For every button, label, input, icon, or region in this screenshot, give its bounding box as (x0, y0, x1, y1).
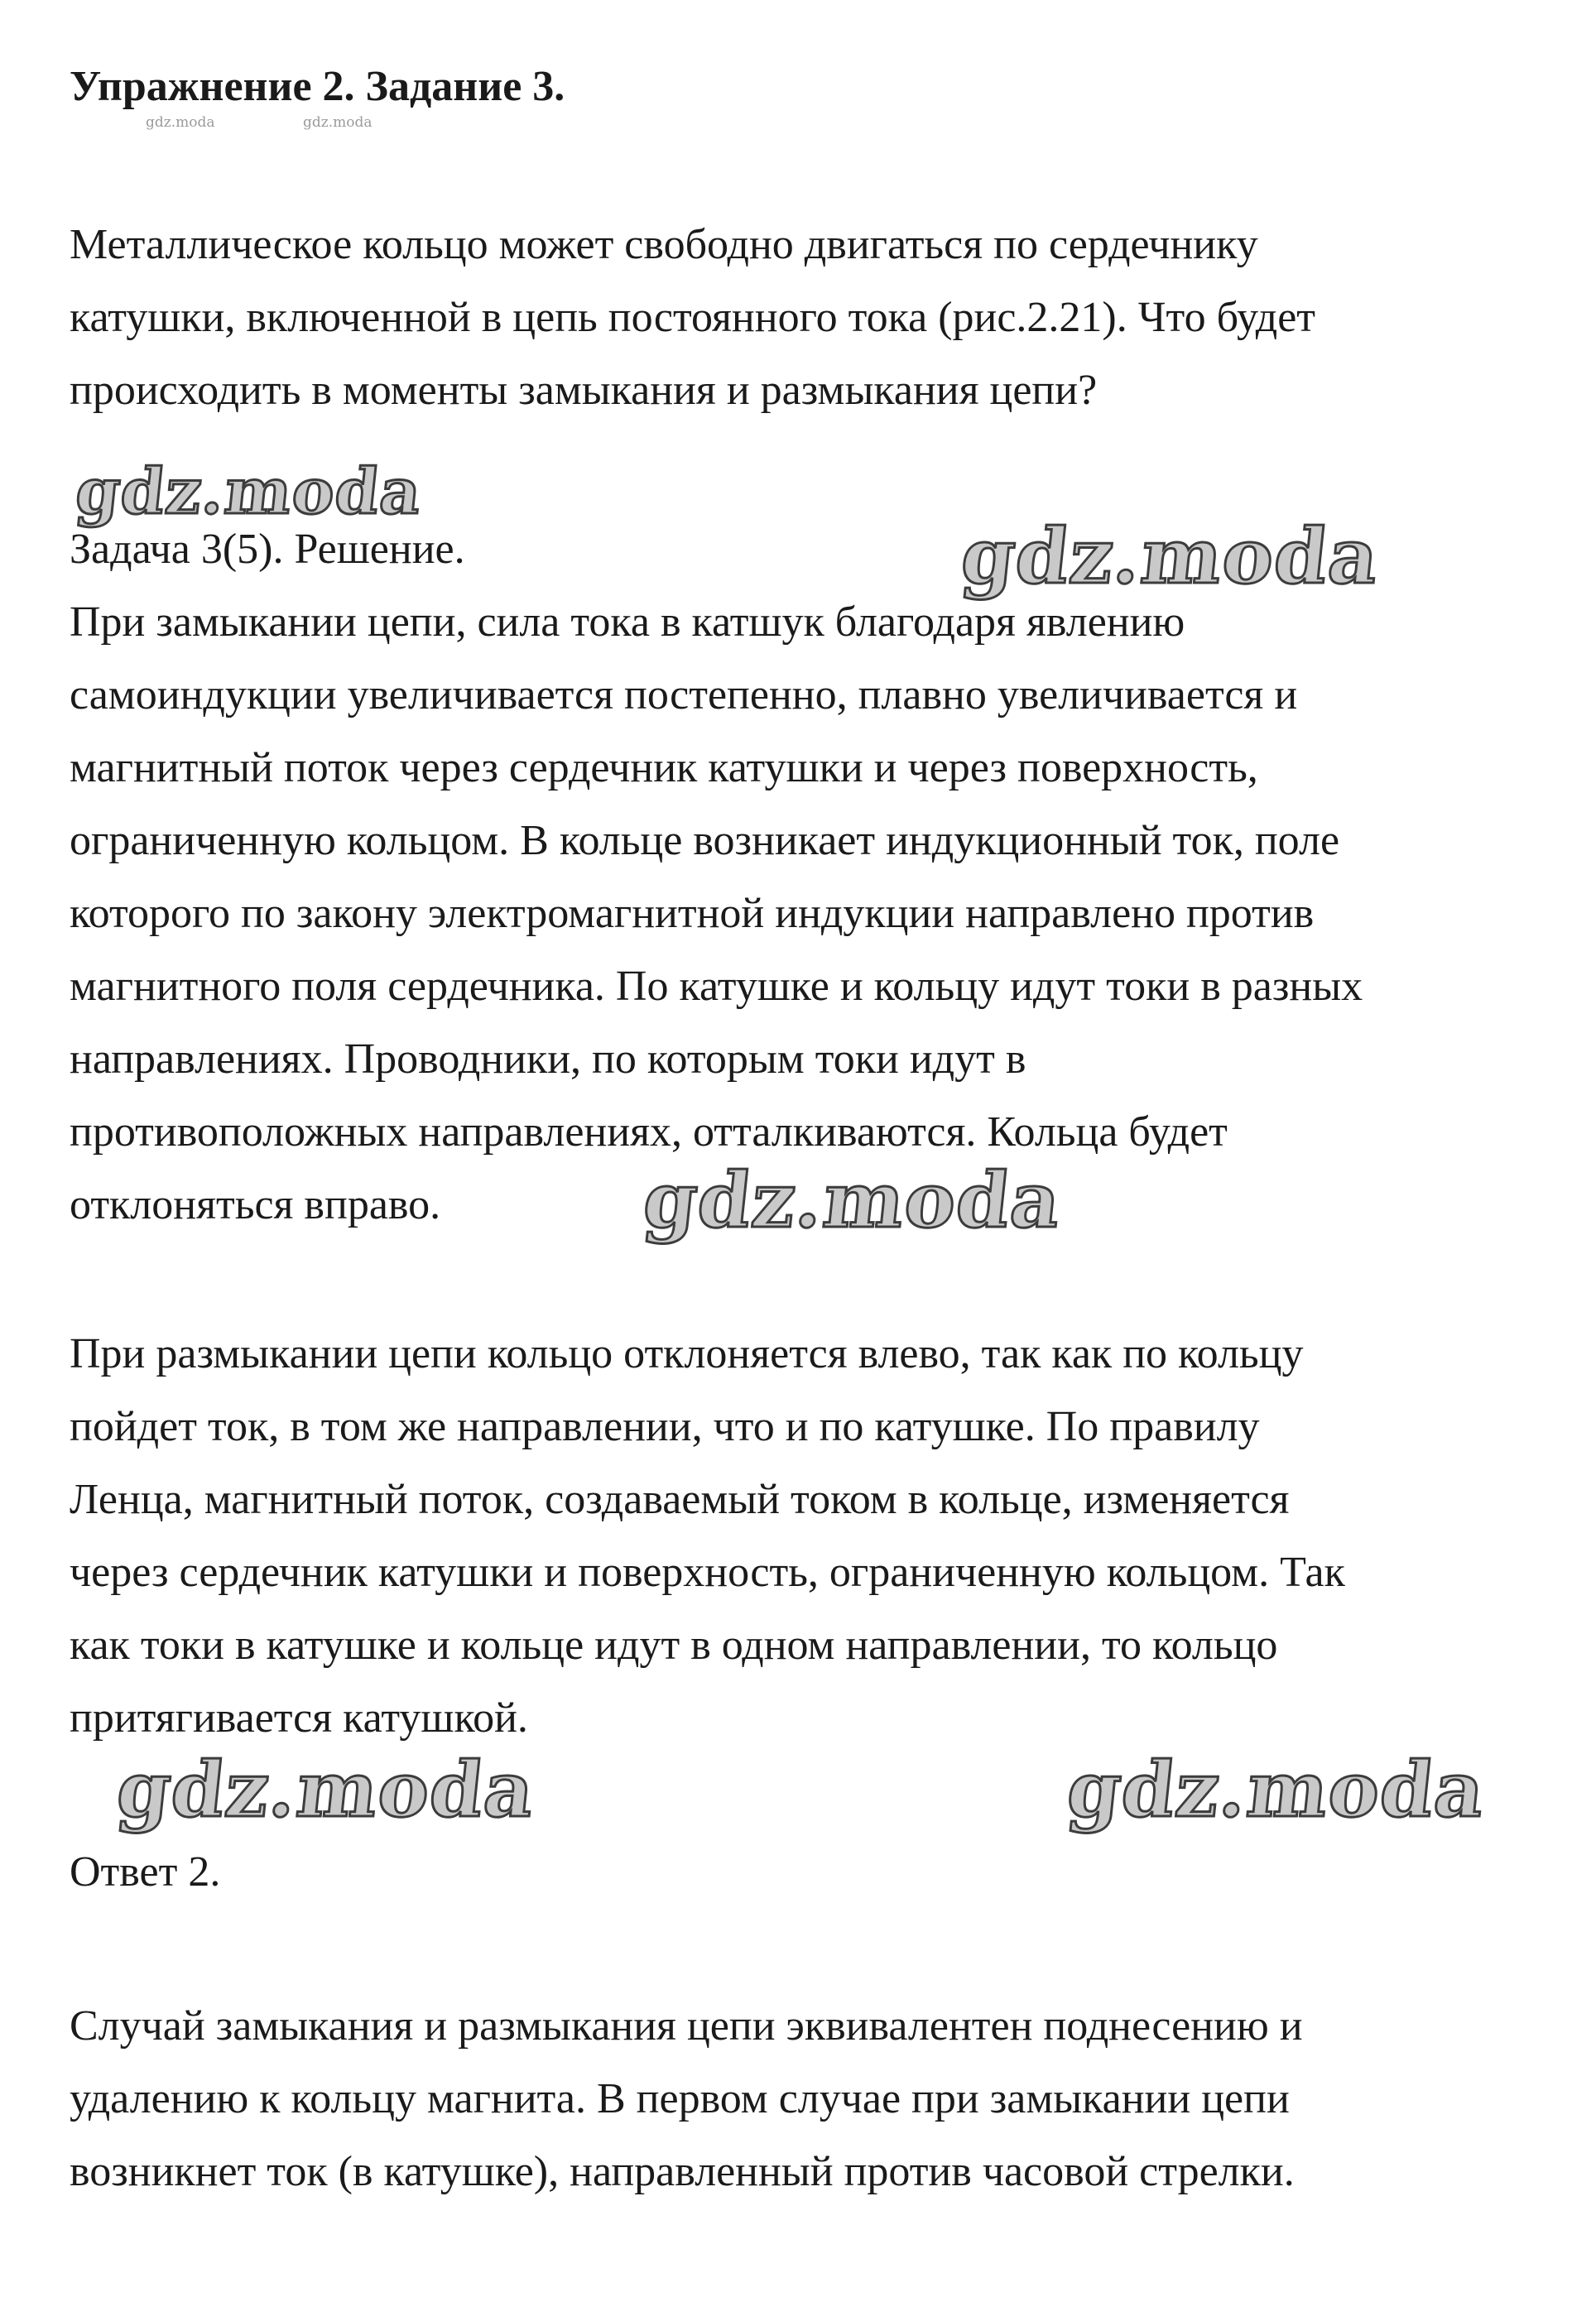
answer-line: возникнет ток (в катушке), направленный против часовой стрелки. (70, 2148, 1295, 2195)
solution-line: магнитного поля сердечника. По катушке и кольцу идут токи в разных (70, 963, 1363, 1010)
watermark: gdz.moda (72, 454, 426, 528)
watermark: gdz.moda (1063, 1745, 1490, 1834)
watermark: gdz.moda (113, 1745, 540, 1834)
question-text (70, 209, 1560, 427)
solution-line: Ленца, магнитный поток, создаваемый током в кольце, изменяется (70, 1476, 1290, 1523)
question-line: Металлическое кольцо может свободно двигаться по сердечнику (70, 221, 1258, 268)
answer-line: Случай замыкания и размыкания цепи эквивалентен поднесению и (70, 2002, 1303, 2050)
solution-line: пойдет ток, в том же направлении, что и по катушке. По правилу (70, 1403, 1260, 1450)
solution-line: которого по закону электромагнитной индукции направлено против (70, 890, 1315, 937)
watermark: gdz.moda (957, 512, 1384, 601)
answer-line: удалению к кольцу магнита. В первом случае при замыкании цепи (70, 2075, 1290, 2122)
solution-line: самоиндукции увеличивается постепенно, плавно увеличивается и (70, 671, 1298, 718)
solution-line: притягивается катушкой. (70, 1694, 528, 1742)
solution-heading: Задача 3(5). Решение. (70, 526, 465, 573)
watermark-small-2: gdz.moda (303, 114, 373, 131)
watermark: gdz.moda (639, 1156, 1066, 1245)
question-line: происходить в моменты замыкания и размыкания цепи? (70, 367, 1098, 414)
solution-line: магнитный поток через сердечник катушки и через поверхность, (70, 744, 1258, 791)
answer-paragraph (70, 1990, 1560, 2208)
solution-line: При размыкании цепи кольцо отклоняется влево, так как по кольцу (70, 1330, 1304, 1377)
answer-heading: Ответ 2. (70, 1848, 221, 1896)
page-title: Упражнение 2. Задание 3. (70, 63, 565, 110)
solution-line: через сердечник катушки и поверхность, ограниченную кольцом. Так (70, 1549, 1345, 1596)
solution-paragraph-2 (70, 1318, 1560, 1755)
watermark-small-1: gdz.moda (146, 114, 215, 131)
solution-line: направлениях. Проводники, по которым токи идут в (70, 1036, 1026, 1083)
solution-line: как токи в катушке и кольце идут в одном направлении, то кольцо (70, 1622, 1278, 1669)
question-line: катушки, включенной в цепь постоянного тока (рис.2.21). Что будет (70, 294, 1316, 341)
solution-line: ограниченную кольцом. В кольце возникает индукционный ток, поле (70, 817, 1340, 864)
solution-line: противоположных направлениях, отталкиваются. Кольца будет (70, 1108, 1228, 1156)
solution-line: При замыкании цепи, сила тока в катшук благодаря явлению (70, 598, 1185, 646)
solution-line: отклоняться вправо. (70, 1181, 441, 1228)
solution-paragraph-1 (70, 586, 1560, 1245)
